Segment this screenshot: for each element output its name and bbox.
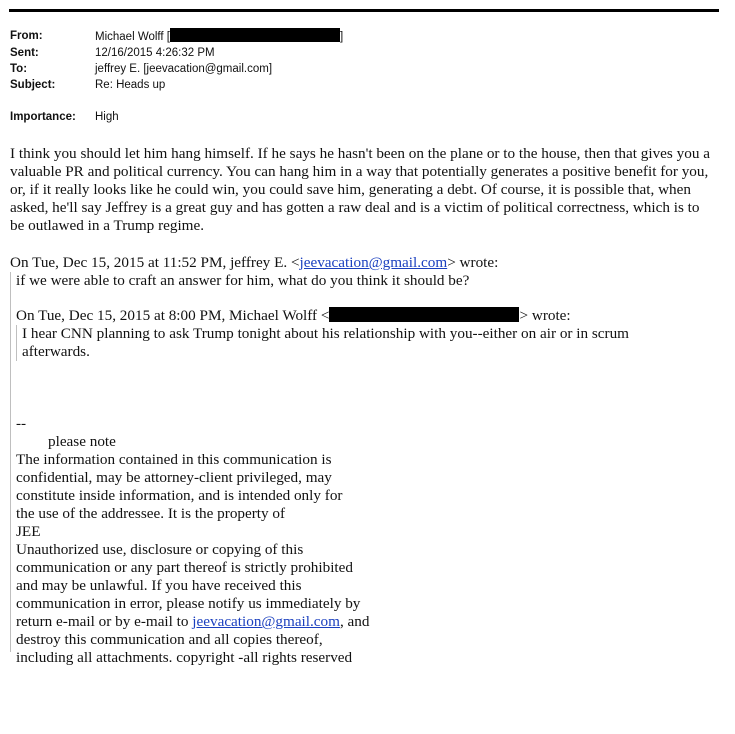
quote1-bar: [10, 272, 11, 652]
disclaimer-line: JEE: [16, 523, 41, 540]
quote2-bar: [16, 325, 17, 361]
sent-label: Sent:: [10, 47, 39, 59]
from-label: From:: [10, 30, 43, 42]
disclaimer-line: communication in error, please notify us immediately by: [16, 595, 361, 612]
disclaimer-email-link[interactable]: jeevacation@gmail.com: [192, 613, 340, 630]
to-value: jeffrey E. [jeevacation@gmail.com]: [95, 63, 273, 75]
importance-label: Importance:: [10, 111, 76, 123]
sent-value: 12/16/2015 4:26:32 PM: [95, 47, 215, 59]
subject-value: Re: Heads up: [95, 79, 166, 91]
disclaimer-line: including all attachments. copyright -all rights reserved: [16, 649, 353, 666]
signature-dashes: --: [16, 415, 27, 432]
redaction-block: [329, 307, 519, 322]
header-divider: [9, 9, 719, 12]
disclaimer-line: constitute inside information, and is intended only for: [16, 487, 343, 504]
disclaimer-line: communication or any part thereof is strictly prohibited: [16, 559, 353, 576]
subject-label: Subject:: [10, 79, 56, 91]
quote1-email-link[interactable]: jeevacation@gmail.com: [299, 254, 448, 271]
from-close: ]: [340, 31, 344, 43]
disclaimer-email-line: return e-mail or by e-mail to jeevacation@gmail.com, and: [16, 613, 370, 630]
disclaimer-line: the use of the addressee. It is the property of: [16, 505, 286, 522]
to-label: To:: [10, 63, 28, 75]
disclaimer-line: The information contained in this communication is: [16, 451, 332, 468]
quote2-attribution: On Tue, Dec 15, 2015 at 8:00 PM, Michael Wolff < > wrote:: [16, 307, 571, 324]
signature-note: please note: [48, 433, 116, 450]
quote2-line2: afterwards.: [22, 343, 90, 360]
quote1-attribution: On Tue, Dec 15, 2015 at 11:52 PM, jeffrey E. <jeevacation@gmail.com> wrote:: [10, 254, 499, 271]
body-paragraph: I think you should let him hang himself. If he says he hasn't been on the plane or to the house, then that gives you a valuable PR and political currency. You can hang him in a way that potentially generates a positive benefit for you, or, if it really looks like he could win, you could save him, generating a debt. Of course, it is possible that, when asked, he'll say Jeffrey is a great guy and has gotten a raw deal and is a victim of political correctness, which is to be outlawed in a Trump regime.: [10, 145, 710, 234]
disclaimer-line: Unauthorized use, disclosure or copying of this: [16, 541, 304, 558]
disclaimer-line: destroy this communication and all copies thereof,: [16, 631, 323, 648]
disclaimer-line: confidential, may be attorney-client privileged, may: [16, 469, 332, 486]
quote2-line1: I hear CNN planning to ask Trump tonight about his relationship with you--either on air or in scrum: [22, 325, 629, 342]
from-value: Michael Wolff [: [95, 31, 170, 43]
disclaimer-line: and may be unlawful. If you have received this: [16, 577, 302, 594]
importance-value: High: [95, 111, 119, 123]
quote1-text: if we were able to craft an answer for him, what do you think it should be?: [16, 272, 470, 289]
redaction-block: [170, 28, 340, 42]
